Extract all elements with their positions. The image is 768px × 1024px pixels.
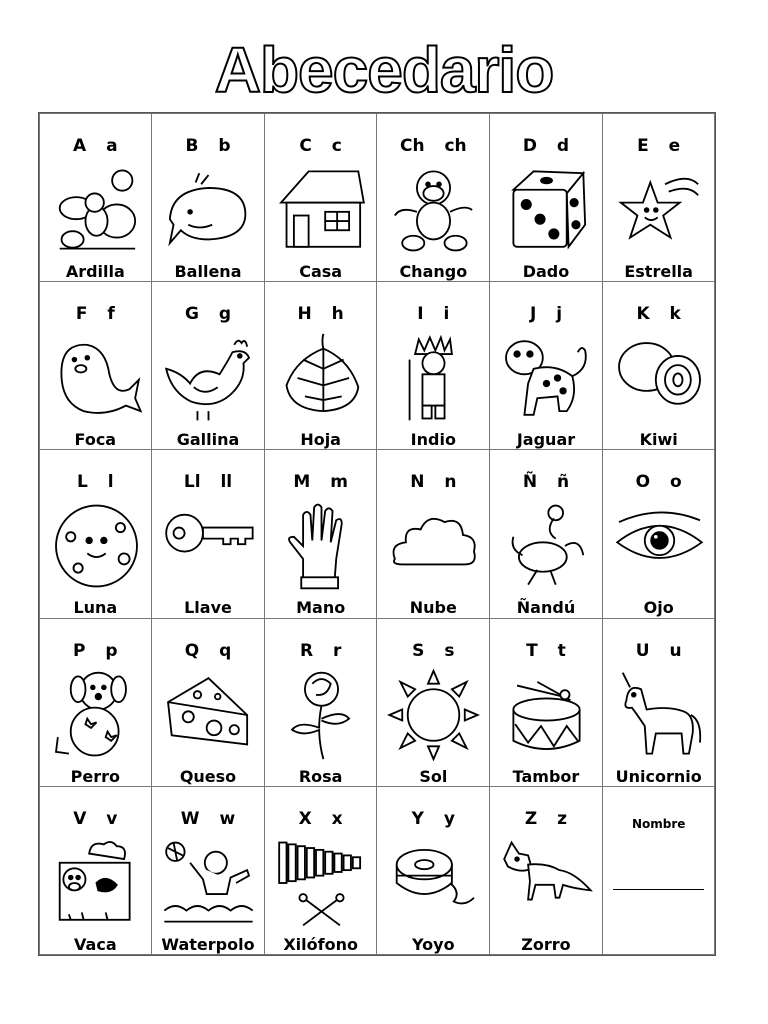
letter-pair: G g bbox=[184, 303, 232, 324]
word-label: Nube bbox=[409, 598, 457, 618]
yoyo-icon bbox=[385, 837, 482, 929]
letter-card-n bbox=[376, 449, 490, 618]
whale-icon bbox=[160, 164, 257, 256]
rose-icon bbox=[273, 669, 370, 761]
letter-card-d bbox=[489, 113, 603, 282]
star-icon bbox=[611, 164, 708, 256]
letter-pair: T t bbox=[526, 640, 566, 661]
letter-card-enye bbox=[489, 449, 603, 618]
letter-pair: R r bbox=[299, 640, 342, 661]
letter-pair: O o bbox=[635, 472, 682, 493]
letter-card-l bbox=[39, 449, 153, 618]
letter-card-a bbox=[39, 113, 153, 282]
letter-pair: J j bbox=[529, 303, 563, 324]
sun-icon bbox=[385, 669, 482, 761]
letter-pair: N n bbox=[410, 472, 457, 493]
letter-pair: U u bbox=[635, 640, 682, 661]
letter-card-z bbox=[489, 786, 603, 955]
word-label: Luna bbox=[73, 598, 118, 618]
word-label: Llave bbox=[184, 598, 232, 618]
letter-pair: Q q bbox=[184, 640, 232, 661]
letter-pair: B b bbox=[185, 135, 231, 156]
cow-icon bbox=[48, 837, 145, 929]
letter-card-t bbox=[489, 618, 603, 787]
word-label: Casa bbox=[299, 261, 343, 281]
house-icon bbox=[273, 164, 370, 256]
letter-pair: K k bbox=[636, 303, 681, 324]
letter-card-x bbox=[264, 786, 378, 955]
word-label: Estrella bbox=[624, 261, 693, 281]
letter-pair: F f bbox=[75, 303, 115, 324]
drum-icon bbox=[498, 669, 595, 761]
hand-icon bbox=[273, 500, 370, 592]
letter-pair: A a bbox=[73, 135, 118, 156]
letter-card-s bbox=[376, 618, 490, 787]
letter-card-y bbox=[376, 786, 490, 955]
indian-icon bbox=[385, 332, 482, 424]
word-label: Jaguar bbox=[516, 429, 576, 449]
word-label: Ballena bbox=[174, 261, 242, 281]
word-label: Hoja bbox=[300, 429, 341, 449]
letter-card-b bbox=[151, 113, 265, 282]
letter-pair: M m bbox=[293, 472, 348, 493]
word-label: Kiwi bbox=[639, 429, 678, 449]
waterpolo-icon bbox=[160, 837, 257, 929]
word-label: Ojo bbox=[643, 598, 674, 618]
letter-card-c bbox=[264, 113, 378, 282]
word-label: Waterpolo bbox=[161, 935, 255, 955]
letter-pair: Ll ll bbox=[183, 472, 233, 493]
letter-card-ch bbox=[376, 113, 490, 282]
word-label: Tambor bbox=[512, 766, 580, 786]
word-label: Mano bbox=[296, 598, 346, 618]
word-label: Indio bbox=[410, 429, 456, 449]
letter-card-e bbox=[602, 113, 716, 282]
letter-pair: E e bbox=[637, 135, 681, 156]
letter-pair: H h bbox=[297, 303, 344, 324]
letter-pair: X x bbox=[298, 809, 343, 830]
word-label: Queso bbox=[179, 766, 237, 786]
letter-card-g bbox=[151, 281, 265, 450]
leaf-icon bbox=[273, 332, 370, 424]
letter-pair: L l bbox=[77, 472, 114, 493]
kiwi-icon bbox=[611, 332, 708, 424]
name-input-line[interactable] bbox=[613, 889, 705, 890]
letter-card-q bbox=[151, 618, 265, 787]
letter-pair: W w bbox=[180, 809, 236, 830]
letter-pair: S s bbox=[412, 640, 455, 661]
word-label: Xilófono bbox=[283, 935, 358, 955]
rhea-icon bbox=[498, 500, 595, 592]
letter-card-v bbox=[39, 786, 153, 955]
unicorn-icon bbox=[611, 669, 708, 761]
letter-card-h bbox=[264, 281, 378, 450]
alphabet-grid bbox=[38, 112, 716, 956]
fox-icon bbox=[498, 837, 595, 929]
letter-pair: Ñ ñ bbox=[522, 472, 570, 493]
word-label: Yoyo bbox=[412, 935, 455, 955]
letter-card-i bbox=[376, 281, 490, 450]
word-label: Unicornio bbox=[615, 766, 702, 786]
monkey-icon bbox=[385, 164, 482, 256]
eye-icon bbox=[611, 500, 708, 592]
word-label: Foca bbox=[74, 429, 117, 449]
letter-card-k bbox=[602, 281, 716, 450]
letter-card-w bbox=[151, 786, 265, 955]
word-label: Zorro bbox=[521, 935, 571, 955]
word-label: Perro bbox=[70, 766, 120, 786]
key-icon bbox=[160, 500, 257, 592]
word-label: Chango bbox=[399, 261, 468, 281]
word-label: Sol bbox=[419, 766, 448, 786]
name-label: Nombre bbox=[631, 817, 686, 832]
cheese-icon bbox=[160, 669, 257, 761]
seal-icon bbox=[48, 332, 145, 424]
dice-icon bbox=[498, 164, 595, 256]
letter-pair: Y y bbox=[411, 809, 455, 830]
letter-pair: P p bbox=[73, 640, 118, 661]
letter-card-f bbox=[39, 281, 153, 450]
dog-icon bbox=[48, 669, 145, 761]
jaguar-icon bbox=[498, 332, 595, 424]
letter-card-j bbox=[489, 281, 603, 450]
hen-icon bbox=[160, 332, 257, 424]
letter-pair: V v bbox=[73, 809, 118, 830]
letter-card-u bbox=[602, 618, 716, 787]
word-label: Ñandú bbox=[516, 598, 576, 618]
letter-pair: D d bbox=[522, 135, 570, 156]
word-label: Ardilla bbox=[65, 261, 125, 281]
word-label: Gallina bbox=[176, 429, 240, 449]
name-field-card bbox=[602, 786, 716, 955]
letter-card-o bbox=[602, 449, 716, 618]
letter-card-m bbox=[264, 449, 378, 618]
letter-pair: C c bbox=[299, 135, 342, 156]
word-label: Dado bbox=[522, 261, 570, 281]
moon-icon bbox=[48, 500, 145, 592]
page-title: Abecedario bbox=[214, 34, 554, 106]
letter-pair: Ch ch bbox=[399, 135, 467, 156]
word-label: Rosa bbox=[298, 766, 343, 786]
letter-pair: Z z bbox=[524, 809, 568, 830]
letter-card-p bbox=[39, 618, 153, 787]
xylophone-icon bbox=[273, 837, 370, 929]
letter-card-r bbox=[264, 618, 378, 787]
cloud-icon bbox=[385, 500, 482, 592]
letter-card-ll bbox=[151, 449, 265, 618]
squirrel-icon bbox=[48, 164, 145, 256]
letter-pair: I i bbox=[417, 303, 450, 324]
word-label: Vaca bbox=[74, 935, 117, 955]
